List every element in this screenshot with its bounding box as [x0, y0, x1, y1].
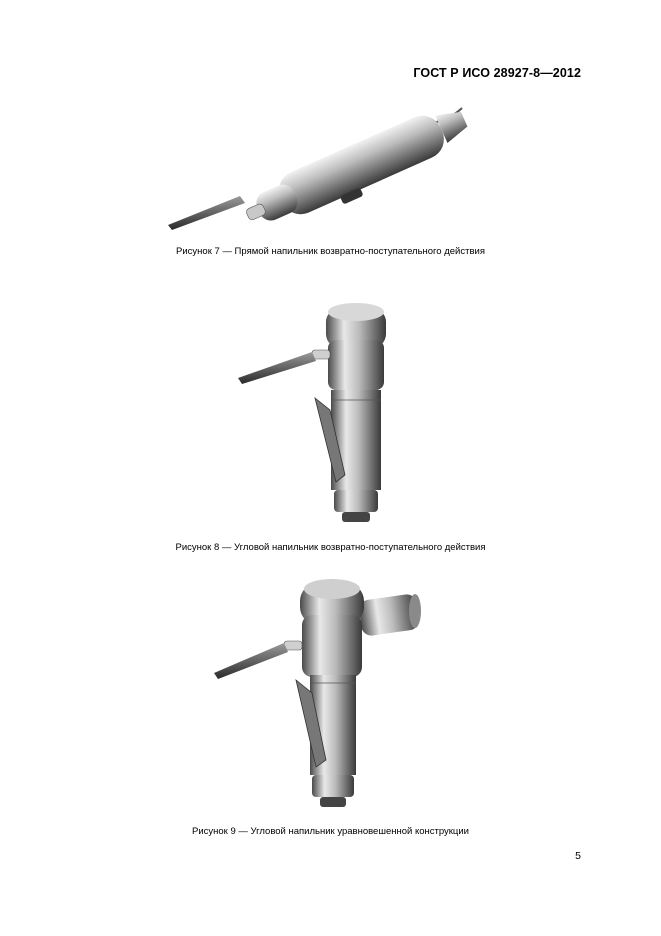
- figure-9-illustration: [0, 575, 661, 815]
- figure-8-caption: Рисунок 8 — Угловой напильник возвратно-поступательного действия: [175, 542, 486, 553]
- figure-7-illustration: [0, 100, 661, 235]
- document-header: ГОСТ Р ИСО 28927-8—2012: [413, 66, 581, 80]
- figure-8-illustration: [0, 300, 661, 535]
- page-number: 5: [575, 850, 581, 862]
- figure-9-caption: Рисунок 9 — Угловой напильник уравновешенной конструкции: [192, 826, 469, 837]
- figure-7-caption: Рисунок 7 — Прямой напильник возвратно-поступательного действия: [176, 246, 485, 257]
